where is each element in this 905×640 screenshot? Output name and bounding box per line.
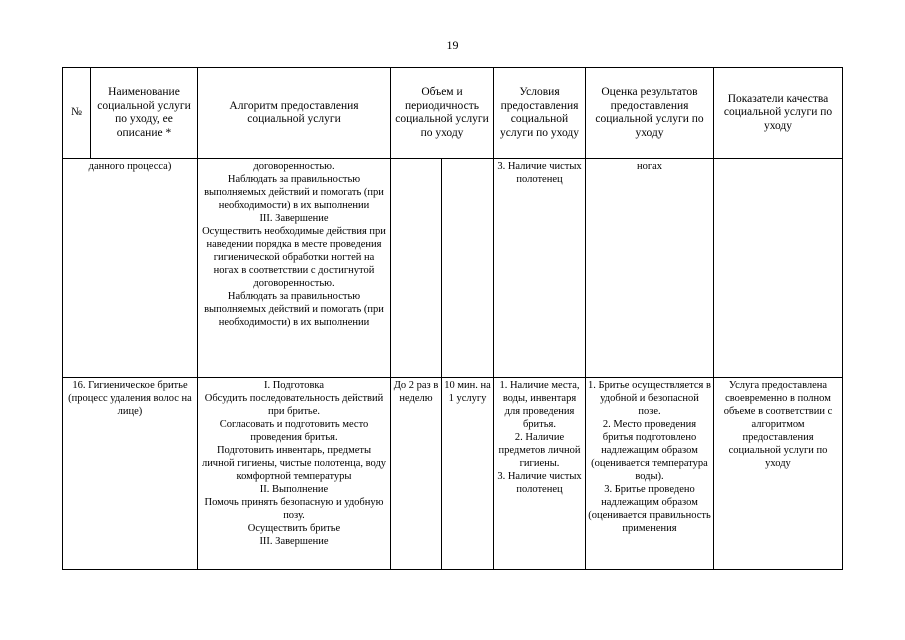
row2-conditions (494, 378, 586, 570)
row2-evaluation (586, 378, 714, 570)
header-quality: Показатели качества социальной услуги по уходу (714, 68, 843, 159)
row1-algorithm-line: Осуществить необходимые действия при наведении порядка в месте проведения гигиенической обработки ногтей на ногах в соответствии с достигнутой договоренностью. (202, 226, 386, 289)
row2-evaluation-line: 2. Место проведения бритья подготовлено надлежащим образом (оценивается температура воды). (591, 419, 708, 482)
row2-algorithm-line: III. Завершение (259, 536, 329, 547)
table-header-row (63, 68, 843, 159)
header-volume: Объем и периодичность социальной услуги по уходу (391, 68, 494, 159)
row2-algorithm-line: Подготовить инвентарь, предметы личной гигиены, чистые полотенца, воду комфортной температуры (201, 445, 387, 482)
row2-evaluation-line: 3. Бритье проведено надлежащим образом (оценивается правильность применения (588, 484, 711, 534)
header-number: № (63, 68, 91, 159)
table-row (63, 159, 843, 378)
row2-algorithm-line: II. Выполнение (259, 484, 329, 495)
row2-evaluation-line: 1. Бритье осуществляется в удобной и безопасной позе. (588, 380, 711, 417)
row1-volume-periodicity (391, 159, 442, 378)
page-number: 19 (446, 38, 459, 52)
header-evaluation: Оценка результатов предоставления социальной услуги по уходу (586, 68, 714, 159)
header-service-name: Наименование социальной услуги по уходу, ее описание * (91, 68, 198, 159)
row2-service-name: 16. Гигиеническое бритье (процесс удаления волос на лице) (63, 378, 198, 570)
row1-service-name: данного процесса) (63, 159, 198, 378)
row2-algorithm-line: Осуществить бритье (247, 523, 341, 534)
row1-conditions: 3. Наличие чистых полотенец (494, 159, 586, 378)
row2-algorithm (198, 378, 391, 570)
row2-algorithm-line: Помочь принять безопасную и удобную позу. (204, 497, 384, 521)
row1-volume-time (442, 159, 494, 378)
row2-volume-periodicity: До 2 раз в неделю (391, 378, 442, 570)
row1-quality (714, 159, 843, 378)
row2-conditions-line: 2. Наличие предметов личной гигиены. (498, 432, 581, 469)
row1-evaluation: ногах (586, 159, 714, 378)
row2-conditions-line: 1. Наличие места, воды, инвентаря для проведения бритья. (499, 380, 580, 430)
row2-algorithm-line: Согласовать и подготовить место проведения бритья. (219, 419, 369, 443)
row2-conditions-line: 3. Наличие чистых полотенец (497, 471, 582, 495)
row1-algorithm-line: Наблюдать за правильностью выполняемых действий и помогать (при необходимости) в их выполнении (204, 174, 384, 211)
row2-algorithm-line: Обсудить последовательность действий при бритье. (204, 393, 384, 417)
row1-algorithm-line: договоренностью. (253, 161, 335, 172)
header-conditions: Условия предоставления социальной услуги по уходу (494, 68, 586, 159)
services-table (62, 67, 843, 570)
row2-volume-time: 10 мин. на 1 услугу (442, 378, 494, 570)
table-row (63, 378, 843, 570)
header-algorithm: Алгоритм предоставления социальной услуги (198, 68, 391, 159)
row2-algorithm-line: I. Подготовка (263, 380, 325, 391)
row2-quality: Услуга предоставлена своевременно в полном объеме в соответствии с алгоритмом предоставления социальной услуги по уходу (714, 378, 843, 570)
row1-algorithm (198, 159, 391, 378)
row1-algorithm-line: III. Завершение (259, 213, 329, 224)
row1-algorithm-line: Наблюдать за правильностью выполняемых действий и помогать (при необходимости) в их выполнении (204, 291, 384, 328)
